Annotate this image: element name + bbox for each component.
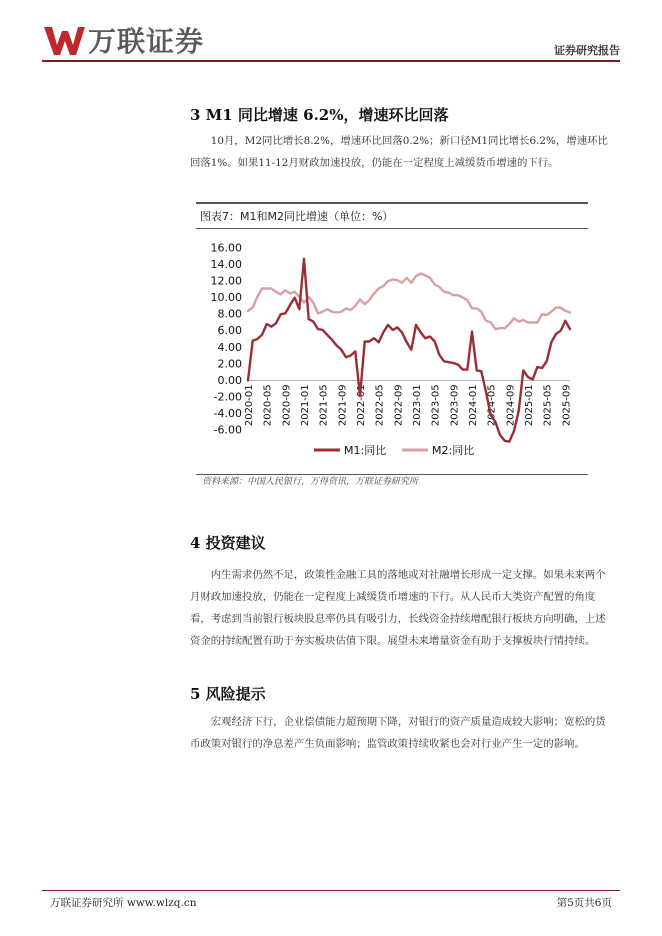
y-tick-label: 4.00: [217, 340, 242, 354]
y-tick-label: -4.00: [213, 406, 242, 420]
section-4-heading: 4 投资建议: [190, 534, 266, 552]
x-tick-label: 2023-05: [430, 384, 442, 427]
y-tick-label: 16.00: [210, 241, 242, 255]
x-tick-label: 2020-01: [244, 384, 255, 427]
y-tick-label: 8.00: [217, 307, 242, 321]
section-3-heading: 3 M1 同比增速 6.2%，增速环比回落: [190, 106, 449, 124]
x-tick-label: 2024-01: [468, 384, 479, 427]
x-tick-label: 2020-05: [262, 384, 274, 427]
x-tick-label: 2022-09: [393, 384, 405, 427]
series-line-m1: [248, 259, 573, 442]
figure-title: 图表7：M1和M2同比增速（单位：%）: [200, 210, 394, 223]
footer-source: 万联证券研究所 www.wlzq.cn: [50, 897, 197, 909]
footer-divider: [42, 890, 620, 891]
x-tick-label: 2022-01: [356, 384, 367, 427]
y-tick-label: 12.00: [210, 274, 242, 288]
section-4-paragraph: 内生需求仍然不足，政策性金融工具的落地或对社融增长形成一定支撑。如果未来两个月财政加速投放，仍能在一定程度上减缓货币增速的下行。从人民币大类资产配置的角度看，考虑到当前银行板块股息率仍具有吸引力，长线资金持续增配银行板块方向明确，上述资金的持续配置有助于夯实板块估值下限。展望未来增量资金有助于支撑板块行情持续。: [190, 569, 606, 647]
section-3-paragraph: 10月，M2同比增长8.2%，增速环比回落0.2%；新口径M1同比增长6.2%，增速环比回落1%。如果11-12月财政加速投放，仍能在一定程度上减缓货币增速的下行。: [190, 135, 608, 169]
x-tick-label: 2023-01: [412, 384, 423, 427]
section-5-heading: 5 风险提示: [190, 685, 266, 703]
brand-logo: [42, 22, 204, 58]
section-5-paragraph: 宏观经济下行，企业偿债能力超预期下降，对银行的资产质量造成较大影响；宽松的货币政策对银行的净息差产生负面影响；监管政策持续收紧也会对行业产生一定的影响。: [190, 716, 606, 750]
brand-name: 万联证券: [88, 25, 205, 58]
report-type-label: 证券研究报告: [554, 44, 620, 57]
y-tick-label: 0.00: [217, 373, 242, 387]
x-tick-label: 2024-05: [486, 384, 498, 427]
figure-source: 资料来源：中国人民银行，万得资讯，万联证券研究所: [202, 477, 419, 487]
y-tick-label: 10.00: [210, 291, 242, 305]
y-tick-label: 14.00: [210, 258, 242, 272]
x-tick-label: 2022-05: [374, 384, 386, 427]
x-tick-label: 2021-01: [300, 384, 311, 427]
brand-w-mark-icon: [42, 23, 86, 57]
legend-label-m1: M1:同比: [344, 444, 387, 457]
page-number: 第5页共6页: [556, 897, 612, 909]
x-tick-label: 2025-05: [542, 384, 554, 427]
x-tick-label: 2021-09: [337, 384, 349, 427]
x-tick-label: 2025-01: [524, 384, 535, 427]
x-tick-label: 2023-09: [449, 384, 461, 427]
y-tick-label: 2.00: [217, 357, 242, 371]
figure-title-divider: [196, 228, 588, 229]
x-tick-label: 2020-09: [281, 384, 293, 427]
m1-m2-line-chart: [196, 230, 588, 470]
y-tick-label: 6.00: [217, 324, 242, 338]
legend-label-m2: M2:同比: [432, 444, 475, 457]
x-tick-label: 2021-05: [318, 384, 330, 427]
x-tick-label: 2024-09: [505, 384, 517, 427]
y-tick-label: -2.00: [213, 390, 242, 404]
y-tick-label: -6.00: [213, 423, 242, 437]
header-divider: [42, 60, 620, 62]
x-tick-label: 2025-09: [561, 384, 573, 427]
